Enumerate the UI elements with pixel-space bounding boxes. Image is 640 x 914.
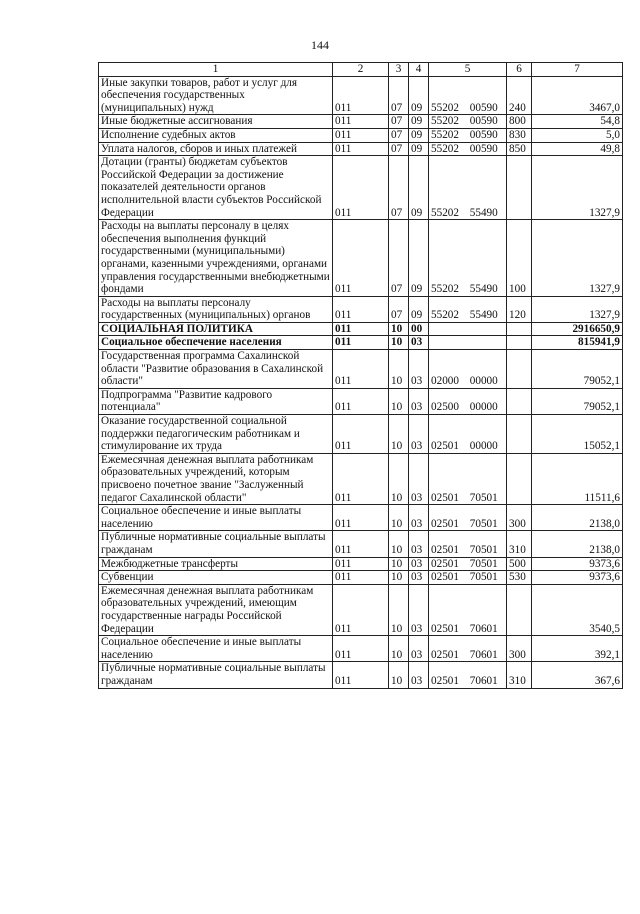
row-code-cell: 011 bbox=[333, 531, 389, 557]
row-section-cell: 10 bbox=[389, 415, 409, 454]
row-amount-cell: 1327,9 bbox=[532, 220, 623, 297]
row-target-cell: 55202 55490 bbox=[429, 156, 507, 220]
row-code-cell: 011 bbox=[333, 322, 389, 336]
row-section-cell: 10 bbox=[389, 350, 409, 389]
row-target-cell: 55202 55490 bbox=[429, 220, 507, 297]
row-amount-cell: 2138,0 bbox=[532, 531, 623, 557]
row-target-cell bbox=[429, 322, 507, 336]
table-row bbox=[99, 156, 623, 220]
row-target-cell: 02501 70601 bbox=[429, 636, 507, 662]
row-target-cell: 02501 00000 bbox=[429, 415, 507, 454]
row-name-cell: Публичные нормативные социальные выплаты гражданам bbox=[99, 531, 333, 557]
row-code-cell: 011 bbox=[333, 636, 389, 662]
row-target-cell bbox=[429, 336, 507, 350]
row-name-cell: Ежемесячная денежная выплата работникам образовательных учреждений, которым присвоено почетное звание "Заслуженный педагог Сахалинской области" bbox=[99, 453, 333, 504]
table-row bbox=[99, 453, 623, 504]
row-type-cell bbox=[507, 322, 532, 336]
row-type-cell bbox=[507, 350, 532, 389]
row-subsection-cell: 03 bbox=[409, 505, 429, 531]
row-subsection-cell: 03 bbox=[409, 571, 429, 585]
table-row bbox=[99, 571, 623, 585]
row-code-cell: 011 bbox=[333, 505, 389, 531]
row-type-cell bbox=[507, 453, 532, 504]
row-subsection-cell: 03 bbox=[409, 557, 429, 571]
table-row bbox=[99, 76, 623, 115]
row-code-cell: 011 bbox=[333, 336, 389, 350]
row-type-cell bbox=[507, 584, 532, 635]
row-amount-cell: 392,1 bbox=[532, 636, 623, 662]
row-section-cell: 10 bbox=[389, 636, 409, 662]
row-target-cell: 02501 70601 bbox=[429, 662, 507, 688]
table-row bbox=[99, 636, 623, 662]
row-name-cell: Оказание государственной социальной поддержки педагогическим работникам и стимулирование их труда bbox=[99, 415, 333, 454]
row-amount-cell: 15052,1 bbox=[532, 415, 623, 454]
row-code-cell: 011 bbox=[333, 142, 389, 156]
table-row bbox=[99, 505, 623, 531]
row-amount-cell: 9373,6 bbox=[532, 557, 623, 571]
table-row bbox=[99, 115, 623, 129]
row-amount-cell: 49,8 bbox=[532, 142, 623, 156]
row-amount-cell: 11511,6 bbox=[532, 453, 623, 504]
row-section-cell: 10 bbox=[389, 531, 409, 557]
row-amount-cell: 9373,6 bbox=[532, 571, 623, 585]
row-name-cell: Ежемесячная денежная выплата работникам образовательных учреждений, имеющим государственные награды Российской Федерации bbox=[99, 584, 333, 635]
row-target-cell: 55202 00590 bbox=[429, 142, 507, 156]
row-section-cell: 07 bbox=[389, 142, 409, 156]
header-cell: 2 bbox=[333, 63, 389, 77]
row-subsection-cell: 03 bbox=[409, 636, 429, 662]
row-target-cell: 02000 00000 bbox=[429, 350, 507, 389]
table-row bbox=[99, 662, 623, 688]
row-amount-cell: 815941,9 bbox=[532, 336, 623, 350]
row-code-cell: 011 bbox=[333, 415, 389, 454]
row-subsection-cell: 03 bbox=[409, 453, 429, 504]
row-code-cell: 011 bbox=[333, 388, 389, 414]
row-code-cell: 011 bbox=[333, 584, 389, 635]
row-target-cell: 55202 00590 bbox=[429, 115, 507, 129]
row-subsection-cell: 09 bbox=[409, 128, 429, 142]
row-amount-cell: 1327,9 bbox=[532, 156, 623, 220]
row-amount-cell: 5,0 bbox=[532, 128, 623, 142]
row-amount-cell: 54,8 bbox=[532, 115, 623, 129]
budget-table bbox=[98, 62, 623, 689]
row-amount-cell: 1327,9 bbox=[532, 296, 623, 322]
row-subsection-cell: 00 bbox=[409, 322, 429, 336]
row-section-cell: 07 bbox=[389, 220, 409, 297]
table-row bbox=[99, 350, 623, 389]
table-row bbox=[99, 557, 623, 571]
row-target-cell: 02501 70501 bbox=[429, 571, 507, 585]
table-row bbox=[99, 336, 623, 350]
row-name-cell: Исполнение судебных актов bbox=[99, 128, 333, 142]
row-subsection-cell: 09 bbox=[409, 76, 429, 115]
row-subsection-cell: 03 bbox=[409, 415, 429, 454]
row-section-cell: 07 bbox=[389, 76, 409, 115]
row-name-cell: Расходы на выплаты персоналу в целях обеспечения выполнения функций государственными (муниципальными) органами, казенными учреждениями, органами управления государственными внебюджетными фондами bbox=[99, 220, 333, 297]
row-amount-cell: 79052,1 bbox=[532, 350, 623, 389]
row-type-cell bbox=[507, 336, 532, 350]
row-type-cell: 300 bbox=[507, 636, 532, 662]
row-type-cell: 310 bbox=[507, 531, 532, 557]
header-cell: 1 bbox=[99, 63, 333, 77]
row-code-cell: 011 bbox=[333, 571, 389, 585]
row-subsection-cell: 09 bbox=[409, 115, 429, 129]
row-subsection-cell: 03 bbox=[409, 388, 429, 414]
page-number: 144 bbox=[311, 38, 329, 52]
row-section-cell: 10 bbox=[389, 584, 409, 635]
row-section-cell: 10 bbox=[389, 322, 409, 336]
row-name-cell: Иные закупки товаров, работ и услуг для обеспечения государственных (муниципальных) нужд bbox=[99, 76, 333, 115]
header-row bbox=[99, 63, 623, 77]
table-body bbox=[99, 76, 623, 688]
row-section-cell: 07 bbox=[389, 115, 409, 129]
header-cell: 6 bbox=[507, 63, 532, 77]
row-amount-cell: 79052,1 bbox=[532, 388, 623, 414]
row-name-cell: Расходы на выплаты персоналу государственных (муниципальных) органов bbox=[99, 296, 333, 322]
row-section-cell: 07 bbox=[389, 128, 409, 142]
row-name-cell: СОЦИАЛЬНАЯ ПОЛИТИКА bbox=[99, 322, 333, 336]
header-cell: 3 bbox=[389, 63, 409, 77]
row-type-cell: 240 bbox=[507, 76, 532, 115]
row-target-cell: 02500 00000 bbox=[429, 388, 507, 414]
row-name-cell: Иные бюджетные ассигнования bbox=[99, 115, 333, 129]
row-target-cell: 02501 70501 bbox=[429, 531, 507, 557]
row-name-cell: Социальное обеспечение и иные выплаты населению bbox=[99, 505, 333, 531]
row-type-cell: 100 bbox=[507, 220, 532, 297]
row-type-cell: 120 bbox=[507, 296, 532, 322]
row-code-cell: 011 bbox=[333, 453, 389, 504]
row-type-cell bbox=[507, 388, 532, 414]
row-code-cell: 011 bbox=[333, 156, 389, 220]
row-name-cell: Субвенции bbox=[99, 571, 333, 585]
row-subsection-cell: 03 bbox=[409, 336, 429, 350]
table-row bbox=[99, 584, 623, 635]
row-amount-cell: 2138,0 bbox=[532, 505, 623, 531]
row-subsection-cell: 09 bbox=[409, 156, 429, 220]
row-code-cell: 011 bbox=[333, 296, 389, 322]
table-row bbox=[99, 220, 623, 297]
row-type-cell: 300 bbox=[507, 505, 532, 531]
row-code-cell: 011 bbox=[333, 220, 389, 297]
row-section-cell: 10 bbox=[389, 388, 409, 414]
row-type-cell bbox=[507, 415, 532, 454]
table-row bbox=[99, 388, 623, 414]
row-code-cell: 011 bbox=[333, 557, 389, 571]
table-row bbox=[99, 296, 623, 322]
table-row bbox=[99, 322, 623, 336]
row-type-cell: 310 bbox=[507, 662, 532, 688]
row-section-cell: 10 bbox=[389, 505, 409, 531]
row-name-cell: Уплата налогов, сборов и иных платежей bbox=[99, 142, 333, 156]
header-cell: 7 bbox=[532, 63, 623, 77]
row-type-cell: 800 bbox=[507, 115, 532, 129]
table-row bbox=[99, 531, 623, 557]
row-subsection-cell: 09 bbox=[409, 142, 429, 156]
table-row bbox=[99, 142, 623, 156]
row-subsection-cell: 03 bbox=[409, 531, 429, 557]
row-name-cell: Социальное обеспечение и иные выплаты населению bbox=[99, 636, 333, 662]
row-target-cell: 55202 55490 bbox=[429, 296, 507, 322]
row-amount-cell: 367,6 bbox=[532, 662, 623, 688]
row-name-cell: Подпрограмма "Развитие кадрового потенциала" bbox=[99, 388, 333, 414]
table-row bbox=[99, 415, 623, 454]
row-section-cell: 10 bbox=[389, 453, 409, 504]
row-name-cell: Дотации (гранты) бюджетам субъектов Российской Федерации за достижение показателей деятельности органов исполнительной власти субъектов Российской Федерации bbox=[99, 156, 333, 220]
row-section-cell: 10 bbox=[389, 557, 409, 571]
row-code-cell: 011 bbox=[333, 76, 389, 115]
row-target-cell: 02501 70601 bbox=[429, 584, 507, 635]
row-section-cell: 07 bbox=[389, 156, 409, 220]
row-target-cell: 55202 00590 bbox=[429, 76, 507, 115]
row-name-cell: Государственная программа Сахалинской области "Развитие образования в Сахалинской области" bbox=[99, 350, 333, 389]
row-target-cell: 55202 00590 bbox=[429, 128, 507, 142]
row-name-cell: Социальное обеспечение населения bbox=[99, 336, 333, 350]
row-type-cell: 850 bbox=[507, 142, 532, 156]
row-code-cell: 011 bbox=[333, 115, 389, 129]
row-code-cell: 011 bbox=[333, 128, 389, 142]
row-type-cell: 530 bbox=[507, 571, 532, 585]
header-cell: 5 bbox=[429, 63, 507, 77]
row-subsection-cell: 03 bbox=[409, 584, 429, 635]
row-subsection-cell: 09 bbox=[409, 220, 429, 297]
row-code-cell: 011 bbox=[333, 350, 389, 389]
row-type-cell bbox=[507, 156, 532, 220]
row-subsection-cell: 03 bbox=[409, 350, 429, 389]
table-row bbox=[99, 128, 623, 142]
row-target-cell: 02501 70501 bbox=[429, 557, 507, 571]
row-section-cell: 07 bbox=[389, 296, 409, 322]
row-amount-cell: 3467,0 bbox=[532, 76, 623, 115]
header-cell: 4 bbox=[409, 63, 429, 77]
row-target-cell: 02501 70501 bbox=[429, 505, 507, 531]
row-amount-cell: 2916650,9 bbox=[532, 322, 623, 336]
row-name-cell: Межбюджетные трансферты bbox=[99, 557, 333, 571]
row-type-cell: 830 bbox=[507, 128, 532, 142]
row-section-cell: 10 bbox=[389, 571, 409, 585]
row-code-cell: 011 bbox=[333, 662, 389, 688]
row-type-cell: 500 bbox=[507, 557, 532, 571]
row-amount-cell: 3540,5 bbox=[532, 584, 623, 635]
row-target-cell: 02501 70501 bbox=[429, 453, 507, 504]
row-section-cell: 10 bbox=[389, 336, 409, 350]
row-name-cell: Публичные нормативные социальные выплаты гражданам bbox=[99, 662, 333, 688]
row-section-cell: 10 bbox=[389, 662, 409, 688]
row-subsection-cell: 09 bbox=[409, 296, 429, 322]
row-subsection-cell: 03 bbox=[409, 662, 429, 688]
